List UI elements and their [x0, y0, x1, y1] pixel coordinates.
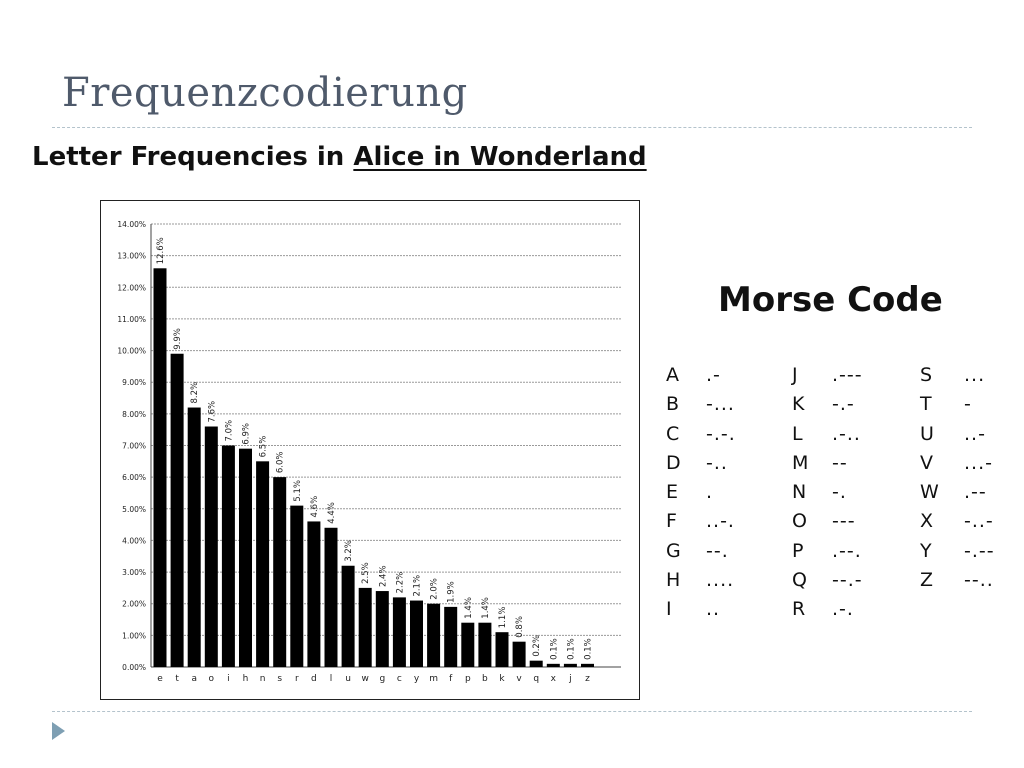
y-tick-label: 9.00%: [122, 378, 146, 388]
morse-letter: O: [792, 510, 807, 533]
x-tick-label: x: [550, 674, 556, 684]
x-tick-label: v: [516, 674, 522, 684]
morse-code: .--: [964, 481, 987, 504]
x-tick-label: d: [311, 674, 317, 684]
morse-letter: C: [666, 422, 680, 445]
morse-letter: H: [666, 569, 681, 592]
bar: [307, 521, 320, 667]
morse-code: -.-: [832, 393, 855, 416]
data-label: 6.5%: [258, 435, 269, 458]
morse-code: --..: [964, 569, 994, 592]
morse-code: --: [832, 451, 848, 474]
chart-heading: [32, 142, 647, 172]
y-tick-label: 6.00%: [122, 473, 146, 483]
morse-letter: F: [666, 510, 677, 533]
data-label: 7.6%: [207, 400, 218, 423]
morse-letter: A: [666, 364, 679, 386]
bar: [290, 506, 303, 667]
bar: [513, 642, 526, 667]
data-label: 0.1%: [549, 638, 560, 660]
data-label: 2.1%: [412, 574, 423, 597]
x-tick-label: l: [329, 674, 333, 684]
bar: [530, 661, 543, 667]
x-tick-label: p: [464, 674, 471, 684]
data-label: 1.9%: [446, 581, 457, 603]
bar: [222, 446, 235, 668]
bar: [564, 664, 577, 667]
morse-letter: T: [920, 393, 932, 416]
morse-letter: S: [920, 364, 933, 386]
x-tick-label: s: [277, 674, 283, 684]
bar: [496, 632, 509, 667]
chart-heading-book: Alice in Wonderland: [353, 142, 647, 172]
bullet-triangle-icon: [52, 722, 65, 740]
data-label: 2.4%: [378, 565, 389, 588]
morse-code: .-: [706, 364, 721, 386]
data-label: 2.5%: [361, 562, 372, 584]
data-label: 4.4%: [327, 502, 337, 524]
x-tick-label: j: [569, 674, 572, 684]
data-label: 0.2%: [532, 635, 543, 657]
morse-letter: M: [792, 451, 809, 474]
morse-letter: R: [792, 598, 806, 621]
frequency-chart-svg: [101, 201, 639, 699]
bar: [376, 591, 389, 667]
x-tick-label: m: [429, 674, 438, 684]
morse-code: .-.: [832, 598, 854, 621]
x-tick-label: o: [208, 674, 215, 684]
morse-code: ..-: [964, 422, 986, 445]
morse-code: .-..: [832, 422, 861, 445]
bar: [273, 477, 286, 667]
morse-code: -.--: [964, 539, 995, 562]
morse-letter: I: [666, 598, 672, 621]
data-label: 12.6%: [156, 237, 166, 265]
x-tick-label: u: [345, 674, 351, 684]
bar: [342, 566, 355, 667]
morse-letter: D: [666, 451, 681, 474]
morse-letter: U: [920, 422, 934, 445]
bar: [205, 427, 218, 667]
morse-code: ..-.: [706, 510, 735, 533]
morse-letter: P: [792, 539, 804, 562]
bar: [188, 408, 201, 667]
x-tick-label: k: [499, 674, 505, 684]
footer-divider: [52, 711, 972, 712]
data-label: 3.2%: [344, 540, 355, 562]
y-tick-label: 8.00%: [122, 409, 146, 419]
x-tick-label: h: [242, 674, 249, 684]
y-tick-label: 3.00%: [122, 568, 146, 578]
data-label: 0.8%: [515, 616, 526, 638]
x-tick-label: w: [361, 674, 369, 684]
morse-code: ...: [964, 364, 986, 386]
bar: [427, 604, 440, 667]
morse-letter: Q: [792, 569, 807, 592]
bar: [461, 623, 474, 667]
slide-title: Frequenzcodierung: [62, 70, 468, 116]
morse-code: .---: [832, 364, 863, 386]
x-tick-label: e: [157, 674, 163, 684]
x-tick-label: f: [449, 674, 453, 684]
title-divider: [52, 127, 972, 128]
morse-letter: K: [792, 393, 805, 416]
morse-code: ---: [832, 510, 856, 533]
y-tick-label: 0.00%: [122, 663, 146, 672]
morse-letter: B: [666, 393, 680, 416]
morse-code: --.-: [832, 569, 863, 592]
morse-letter: J: [792, 364, 798, 386]
frequency-chart: [100, 200, 640, 700]
morse-letter: E: [666, 481, 679, 504]
y-tick-label: 11.00%: [117, 314, 146, 324]
morse-code: -..-: [964, 510, 994, 533]
x-tick-label: b: [482, 674, 488, 684]
morse-letter: W: [920, 481, 939, 504]
data-label: 7.0%: [224, 419, 235, 442]
x-tick-label: c: [396, 674, 402, 684]
morse-letter: V: [920, 451, 933, 474]
data-label: 8.2%: [190, 381, 201, 404]
data-label: 9.9%: [173, 328, 184, 350]
data-label: 1.1%: [498, 606, 508, 629]
data-label: 0.1%: [583, 638, 594, 660]
y-tick-label: 10.00%: [117, 346, 146, 356]
bar: [325, 528, 338, 667]
morse-letter: X: [920, 510, 934, 533]
morse-code: ...-: [964, 451, 993, 474]
x-tick-label: y: [413, 674, 420, 684]
y-tick-label: 1.00%: [122, 631, 146, 641]
bar: [393, 597, 406, 667]
bar: [581, 664, 594, 667]
y-tick-label: 14.00%: [117, 220, 146, 229]
morse-code: -: [964, 393, 972, 416]
x-tick-label: q: [533, 674, 540, 684]
morse-code: -..: [706, 451, 728, 474]
x-tick-label: a: [191, 674, 197, 684]
morse-code: ....: [706, 569, 735, 592]
morse-letter: Z: [920, 569, 934, 592]
data-label: 6.0%: [275, 451, 286, 474]
morse-code: -.: [832, 481, 847, 504]
bar: [444, 607, 457, 667]
bar: [410, 601, 423, 667]
y-tick-label: 12.00%: [117, 283, 146, 293]
morse-letter: N: [792, 481, 807, 504]
data-label: 1.4%: [480, 597, 491, 619]
y-tick-label: 4.00%: [122, 536, 146, 546]
x-tick-label: r: [294, 674, 299, 684]
data-label: 2.0%: [429, 578, 440, 600]
data-label: 4.6%: [309, 495, 320, 518]
x-tick-label: g: [379, 674, 386, 684]
morse-code: -.-.: [706, 422, 736, 445]
morse-letter: G: [666, 539, 681, 562]
bar: [359, 588, 372, 667]
bar: [478, 623, 491, 667]
bar: [256, 461, 269, 667]
x-tick-label: z: [585, 674, 590, 684]
morse-letter: L: [792, 422, 803, 445]
data-label: 0.1%: [566, 638, 577, 660]
y-tick-label: 7.00%: [122, 441, 146, 451]
bar: [547, 664, 560, 667]
morse-code: ..: [706, 598, 721, 621]
bar: [154, 268, 167, 667]
chart-heading-prefix: Letter Frequencies in: [32, 142, 354, 172]
data-label: 6.9%: [241, 423, 252, 445]
morse-code: .--.: [832, 539, 862, 562]
morse-letter: Y: [920, 539, 932, 562]
x-tick-label: n: [259, 674, 266, 684]
y-tick-label: 5.00%: [122, 504, 146, 514]
morse-title: Morse Code: [718, 280, 943, 320]
morse-code: .: [706, 481, 714, 504]
x-tick-label: i: [227, 674, 230, 684]
x-tick-label: t: [175, 674, 179, 684]
data-label: 2.2%: [395, 571, 406, 594]
morse-code: -...: [706, 393, 735, 416]
data-label: 1.4%: [463, 597, 474, 619]
data-label: 5.1%: [292, 480, 303, 502]
y-tick-label: 2.00%: [122, 599, 146, 609]
bar: [171, 354, 184, 667]
y-tick-label: 13.00%: [117, 251, 146, 261]
bar: [239, 449, 252, 667]
morse-code: --.: [706, 539, 729, 562]
